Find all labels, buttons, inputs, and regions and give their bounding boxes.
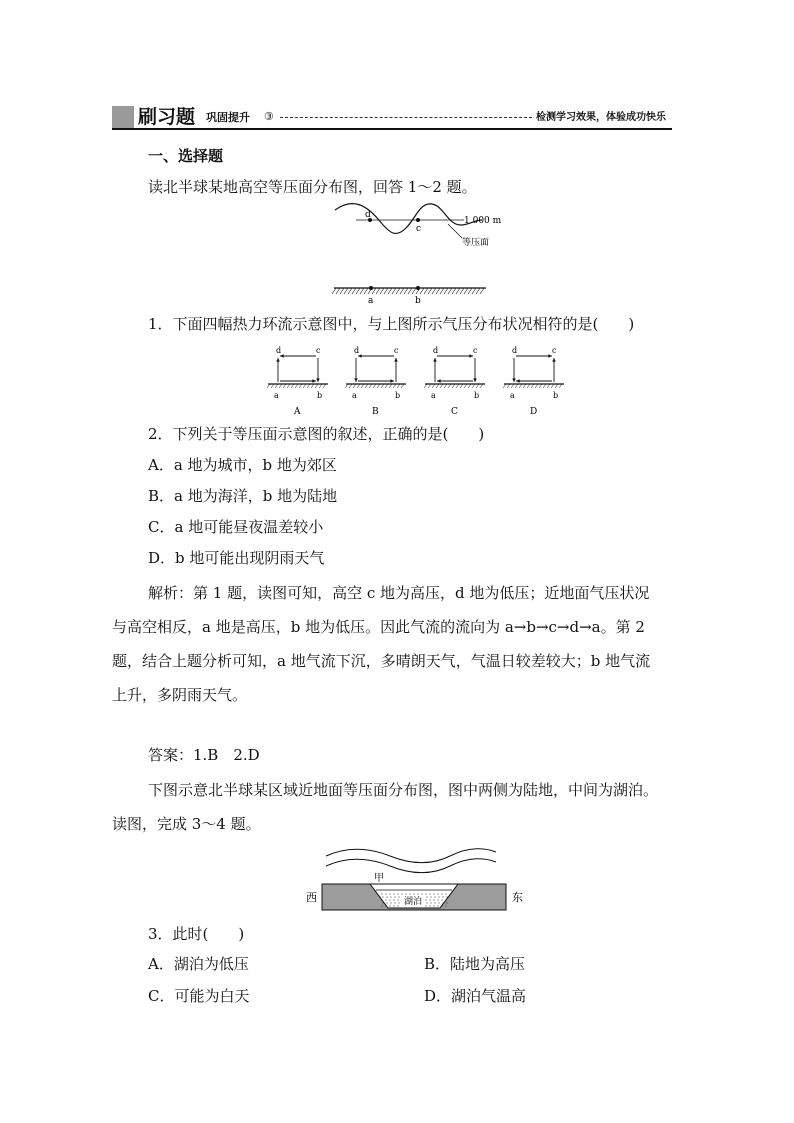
lake-dot bbox=[398, 900, 399, 901]
intro-line: 下图示意北半球某区域近地面等压面分布图，图中两侧为陆地，中间为湖泊。 bbox=[148, 781, 659, 799]
question-2-stem: 2．下列关于等压面示意图的叙述，正确的是( ) bbox=[148, 425, 485, 443]
panel-b bbox=[342, 340, 410, 416]
lake-dot bbox=[434, 900, 435, 901]
lower-flow-arrow-head bbox=[312, 379, 316, 382]
hatch-mark bbox=[283, 384, 286, 388]
hatch-mark bbox=[303, 384, 306, 388]
header-tagline: 检测学习效果，体验成功快乐 bbox=[536, 112, 666, 123]
hatch-mark bbox=[389, 384, 392, 388]
analysis-line: 与高空相反，a 地是高压，b 地为低压。因此气流的流向为 a→b→c→d→a。第 2 bbox=[112, 618, 645, 636]
hatch-mark bbox=[381, 384, 384, 388]
hatch-mark bbox=[559, 384, 562, 388]
hatch-mark bbox=[468, 384, 471, 388]
altitude-label: 1 000 m bbox=[464, 216, 502, 226]
panel-label-top-right: c bbox=[316, 346, 321, 355]
isobar-upper bbox=[326, 849, 496, 863]
hatch-mark bbox=[295, 384, 298, 388]
lake-dot bbox=[382, 900, 383, 901]
panel-label-bottom-left: a bbox=[510, 391, 515, 400]
lake-dot bbox=[431, 903, 432, 904]
panel-letter: B bbox=[372, 407, 379, 416]
hatch-mark bbox=[396, 288, 400, 294]
hatch-mark bbox=[373, 384, 376, 388]
question-3-option-c: C．可能为白天 bbox=[148, 987, 250, 1005]
right-flow-arrow-head bbox=[552, 358, 555, 362]
circulation-panels bbox=[264, 340, 559, 420]
isobar-figure bbox=[330, 200, 510, 310]
hatch-mark bbox=[476, 288, 480, 294]
hatch-mark bbox=[404, 288, 408, 294]
hatch-mark bbox=[287, 384, 290, 388]
question-2-option-b: B．a 地为海洋，b 地为陆地 bbox=[148, 487, 338, 505]
hatch-mark bbox=[299, 384, 302, 388]
label-d: d bbox=[365, 210, 371, 220]
hatch-mark bbox=[380, 288, 384, 294]
hatch-mark bbox=[472, 288, 476, 294]
lake-dot bbox=[382, 894, 383, 895]
header-dashed-line bbox=[280, 117, 532, 118]
hatch-mark bbox=[388, 288, 392, 294]
label-b: b bbox=[415, 296, 421, 306]
hatch-mark bbox=[436, 384, 439, 388]
hatch-mark bbox=[315, 384, 318, 388]
answer: 答案：1.B 2.D bbox=[148, 746, 260, 764]
isobar-label: 等压面 bbox=[462, 238, 490, 248]
hatch-mark bbox=[476, 384, 479, 388]
hatch-mark bbox=[340, 288, 344, 294]
lake-dot bbox=[439, 897, 440, 898]
panel-label-bottom-right: b bbox=[317, 391, 323, 400]
panel-label-bottom-left: a bbox=[431, 391, 436, 400]
label-a: a bbox=[368, 296, 374, 306]
lake-dot bbox=[446, 906, 447, 907]
hatch-mark bbox=[432, 384, 435, 388]
left-flow-arrow-head bbox=[354, 378, 357, 382]
question-3-option-a: A．湖泊为低压 bbox=[148, 955, 249, 973]
lake-dot bbox=[426, 906, 427, 907]
hatch-mark bbox=[543, 384, 546, 388]
hatch-mark bbox=[460, 384, 463, 388]
lake-dot bbox=[430, 894, 431, 895]
hatch-mark bbox=[385, 384, 388, 388]
hatch-mark bbox=[291, 384, 294, 388]
header-block bbox=[112, 106, 134, 128]
lake-dot bbox=[427, 897, 428, 898]
hatch-mark bbox=[555, 384, 558, 388]
hatch-mark bbox=[551, 384, 554, 388]
panel-label-bottom-left: a bbox=[352, 391, 357, 400]
hatch-mark bbox=[527, 384, 530, 388]
lake-dot bbox=[398, 894, 399, 895]
hatch-mark bbox=[412, 288, 416, 294]
lake-dot bbox=[447, 903, 448, 904]
lake-dot bbox=[390, 894, 391, 895]
hatch-mark bbox=[323, 384, 326, 388]
hatch-mark bbox=[535, 384, 538, 388]
hatch-mark bbox=[480, 288, 484, 294]
lake-dot bbox=[386, 894, 387, 895]
isobar-lower bbox=[326, 859, 496, 873]
hatch-mark bbox=[360, 288, 364, 294]
lake-dot bbox=[427, 903, 428, 904]
panel-d bbox=[500, 340, 568, 416]
panel-label-top-left: d bbox=[276, 346, 282, 355]
lake-dot bbox=[446, 900, 447, 901]
intro-line: 读图，完成 3～4 题。 bbox=[112, 815, 261, 833]
lake-dot bbox=[442, 900, 443, 901]
hatch-mark bbox=[336, 288, 340, 294]
hatch-mark bbox=[472, 384, 475, 388]
hatch-mark bbox=[464, 384, 467, 388]
lake-dot bbox=[430, 900, 431, 901]
hatch-mark bbox=[401, 384, 404, 388]
lake-dot bbox=[446, 894, 447, 895]
lake-dot bbox=[442, 906, 443, 907]
intro-question-3-4 bbox=[112, 773, 687, 841]
panel-label-top-right: c bbox=[473, 346, 478, 355]
hatch-mark bbox=[468, 288, 472, 294]
hatch-mark bbox=[464, 288, 468, 294]
hatch-mark bbox=[376, 288, 380, 294]
hatch-mark bbox=[452, 288, 456, 294]
hatch-mark bbox=[352, 288, 356, 294]
right-flow-arrow-head bbox=[316, 378, 319, 382]
hatch-mark bbox=[547, 384, 550, 388]
intro-question-1-2: 读北半球某地高空等压面分布图，回答 1～2 题。 bbox=[148, 178, 477, 196]
label-jia: 甲 bbox=[374, 873, 384, 884]
hatch-mark bbox=[365, 384, 368, 388]
lake-dot bbox=[386, 900, 387, 901]
hatch-mark bbox=[480, 384, 483, 388]
panel-label-top-right: c bbox=[394, 346, 399, 355]
lake-dot bbox=[443, 897, 444, 898]
lake-dot bbox=[395, 897, 396, 898]
hatch-mark bbox=[369, 384, 372, 388]
question-1-stem: 1．下面四幅热力环流示意图中，与上图所示气压分布状况相符的是( ) bbox=[148, 315, 635, 333]
lake-dot bbox=[390, 906, 391, 907]
lake-dot bbox=[438, 894, 439, 895]
lake-dot bbox=[434, 906, 435, 907]
right-flow-arrow-head bbox=[394, 358, 397, 362]
lake-dot bbox=[406, 894, 407, 895]
hatch-mark bbox=[408, 288, 412, 294]
lake-dot bbox=[399, 897, 400, 898]
lake-dot bbox=[402, 894, 403, 895]
hatch-mark bbox=[377, 384, 380, 388]
lake-dot bbox=[426, 900, 427, 901]
hatch-mark bbox=[364, 288, 368, 294]
hatch-mark bbox=[440, 384, 443, 388]
panel-label-bottom-right: b bbox=[474, 391, 480, 400]
lower-flow-arrow-head bbox=[437, 379, 441, 382]
panel-label-top-right: c bbox=[552, 346, 557, 355]
hatch-mark bbox=[271, 384, 274, 388]
lake-dot bbox=[435, 903, 436, 904]
lower-flow-arrow-head bbox=[516, 379, 520, 382]
hatch-mark bbox=[428, 384, 431, 388]
panel-label-bottom-right: b bbox=[395, 391, 401, 400]
hatch-mark bbox=[448, 384, 451, 388]
hatch-mark bbox=[348, 288, 352, 294]
analysis-line: 题，结合上题分析可知，a 地气流下沉，多晴朗天气，气温日较差较大；b 地气流 bbox=[112, 652, 651, 670]
lake-dot bbox=[391, 897, 392, 898]
panel-c bbox=[421, 340, 489, 416]
panel-label-bottom-right: b bbox=[553, 391, 559, 400]
lake-dot bbox=[390, 900, 391, 901]
analysis-paragraph bbox=[112, 576, 687, 712]
hatch-mark bbox=[424, 288, 428, 294]
hatch-mark bbox=[267, 384, 270, 388]
label-c: c bbox=[416, 224, 422, 234]
hatch-mark bbox=[319, 384, 322, 388]
lake-dot bbox=[383, 897, 384, 898]
question-2-option-a: A．a 地为城市，b 地为郊区 bbox=[148, 456, 337, 474]
hatch-mark bbox=[400, 288, 404, 294]
hatch-mark bbox=[424, 384, 427, 388]
hatch-mark bbox=[428, 288, 432, 294]
analysis-line: 上升，多阴雨天气。 bbox=[112, 686, 248, 704]
left-flow-arrow-head bbox=[276, 358, 279, 362]
lake-dot bbox=[387, 897, 388, 898]
ground-hatch bbox=[332, 288, 484, 294]
hatch-mark bbox=[440, 288, 444, 294]
point-a bbox=[369, 286, 373, 290]
panel-label-top-left: d bbox=[354, 346, 360, 355]
isobar-pointer bbox=[448, 224, 462, 238]
hatch-mark bbox=[345, 384, 348, 388]
analysis-line: 解析：第 1 题，读图可知，高空 c 地为高压，d 地为低压；近地面气压状况 bbox=[148, 584, 650, 602]
lake-dot bbox=[399, 903, 400, 904]
panel-label-bottom-left: a bbox=[274, 391, 279, 400]
lake-dot bbox=[387, 903, 388, 904]
hatch-mark bbox=[523, 384, 526, 388]
panel-label-top-left: d bbox=[433, 346, 439, 355]
hatch-mark bbox=[349, 384, 352, 388]
hatch-mark bbox=[432, 288, 436, 294]
question-2-option-c: C．a 地可能昼夜温差较小 bbox=[148, 518, 324, 536]
lower-flow-arrow-head bbox=[390, 379, 394, 382]
header-circle-number: ③ bbox=[264, 110, 274, 123]
hatch-mark bbox=[397, 384, 400, 388]
hatch-mark bbox=[444, 384, 447, 388]
point-c bbox=[416, 218, 420, 222]
hatch-mark bbox=[436, 288, 440, 294]
left-flow-arrow-head bbox=[512, 378, 515, 382]
isobar-curve bbox=[335, 204, 482, 234]
lake-dot bbox=[382, 906, 383, 907]
hatch-mark bbox=[519, 384, 522, 388]
hatch-mark bbox=[353, 384, 356, 388]
lake-dot bbox=[398, 906, 399, 907]
hatch-mark bbox=[307, 384, 310, 388]
hatch-mark bbox=[361, 384, 364, 388]
panel-label-top-left: d bbox=[512, 346, 518, 355]
hatch-mark bbox=[531, 384, 534, 388]
lake-dot bbox=[426, 894, 427, 895]
left-flow-arrow-head bbox=[433, 358, 436, 362]
lake-dot bbox=[386, 906, 387, 907]
question-3-stem: 3．此时( ) bbox=[148, 925, 245, 943]
panel-a bbox=[264, 340, 332, 416]
hatch-mark bbox=[392, 288, 396, 294]
hatch-mark bbox=[357, 384, 360, 388]
section-title: 一、选择题 bbox=[148, 147, 224, 165]
panel-letter: D bbox=[530, 407, 538, 416]
lake-dot bbox=[443, 903, 444, 904]
question-3-option-b: B．陆地为高压 bbox=[424, 955, 526, 973]
hatch-mark bbox=[344, 288, 348, 294]
panel-letter: A bbox=[294, 407, 301, 416]
hatch-mark bbox=[356, 288, 360, 294]
lake-dot bbox=[410, 894, 411, 895]
hatch-mark bbox=[311, 384, 314, 388]
panel-letter: C bbox=[451, 407, 458, 416]
lake-dot bbox=[394, 900, 395, 901]
lake-figure bbox=[300, 842, 540, 922]
question-3-option-d: D．湖泊气温高 bbox=[424, 987, 527, 1005]
hatch-mark bbox=[539, 384, 542, 388]
hatch-mark bbox=[452, 384, 455, 388]
lake-dot bbox=[394, 906, 395, 907]
lake-dot bbox=[439, 903, 440, 904]
hatch-mark bbox=[507, 384, 510, 388]
hatch-mark bbox=[279, 384, 282, 388]
hatch-mark bbox=[460, 288, 464, 294]
hatch-mark bbox=[393, 384, 396, 388]
label-lake: 湖泊 bbox=[404, 897, 423, 907]
hatch-mark bbox=[420, 288, 424, 294]
header-subtitle: 巩固提升 bbox=[206, 111, 250, 124]
hatch-mark bbox=[515, 384, 518, 388]
lake-dot bbox=[391, 903, 392, 904]
point-b bbox=[416, 286, 420, 290]
header-title: 刷习题 bbox=[138, 106, 196, 128]
hatch-mark bbox=[444, 288, 448, 294]
lake-dot bbox=[442, 894, 443, 895]
label-west: 西 bbox=[306, 891, 317, 904]
label-east: 东 bbox=[512, 891, 523, 904]
lake-dot bbox=[395, 903, 396, 904]
header-bar bbox=[112, 104, 672, 130]
hatch-mark bbox=[275, 384, 278, 388]
hatch-mark bbox=[503, 384, 506, 388]
lake-dot bbox=[434, 894, 435, 895]
lake-dot bbox=[447, 897, 448, 898]
right-flow-arrow-head bbox=[473, 378, 476, 382]
lake-dot bbox=[394, 894, 395, 895]
lake-dot bbox=[418, 894, 419, 895]
lake-dot bbox=[438, 906, 439, 907]
hatch-mark bbox=[511, 384, 514, 388]
lake-dot bbox=[435, 897, 436, 898]
hatch-mark bbox=[384, 288, 388, 294]
header-rule bbox=[112, 128, 672, 130]
lake-dot bbox=[422, 894, 423, 895]
lake-dot bbox=[431, 897, 432, 898]
lake-dot bbox=[438, 900, 439, 901]
lake-dot bbox=[430, 906, 431, 907]
question-2-option-d: D．b 地可能出现阴雨天气 bbox=[148, 549, 325, 567]
hatch-mark bbox=[448, 288, 452, 294]
hatch-mark bbox=[456, 288, 460, 294]
lake-dot bbox=[414, 894, 415, 895]
hatch-mark bbox=[332, 288, 336, 294]
hatch-mark bbox=[456, 384, 459, 388]
lake-dot bbox=[383, 903, 384, 904]
